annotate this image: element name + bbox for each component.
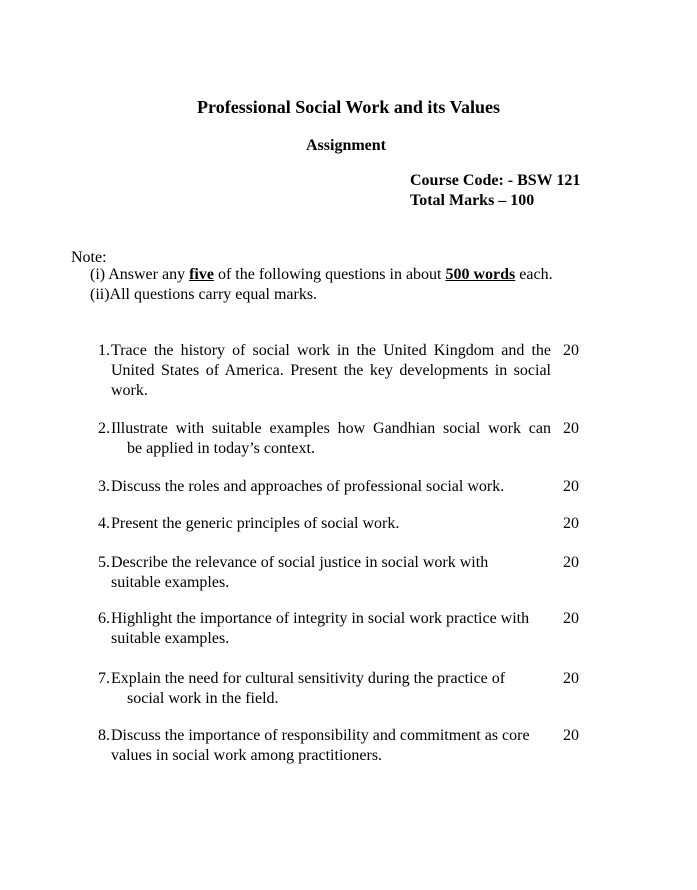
question-line: Highlight the importance of integrity in social work practice with	[111, 610, 530, 627]
note-heading: Note:	[71, 249, 107, 266]
question-number: 1.	[98, 342, 110, 359]
question-text	[111, 419, 551, 459]
question-number: 5.	[98, 554, 110, 571]
question-line: Discuss the roles and approaches of professional social work.	[111, 478, 505, 495]
question-line: Present the generic principles of social work.	[111, 515, 400, 532]
note-line-1	[90, 265, 553, 285]
note-line-2: (ii)All questions carry equal marks.	[90, 286, 318, 303]
question-marks: 20	[563, 478, 579, 495]
document-subtitle: Assignment	[305, 137, 386, 154]
course-code: Course Code: - BSW 121	[410, 172, 581, 189]
question-number: 4.	[98, 515, 110, 532]
question-line: Trace the history of social work in the United Kingdom and the	[111, 342, 551, 359]
total-marks: Total Marks – 100	[410, 192, 535, 209]
note-highlight-five: five	[189, 266, 214, 283]
question-text	[111, 514, 551, 534]
question-line: Illustrate with suitable examples how Gandhian social work can	[111, 420, 551, 437]
question-number: 8.	[98, 727, 110, 744]
question-text	[111, 553, 551, 593]
question-line: United States of America. Present the key developments in social	[111, 362, 551, 379]
note-line-1-suffix: each.	[515, 266, 553, 283]
question-text	[111, 669, 551, 709]
note-highlight-words: 500 words	[445, 266, 516, 283]
question-line: suitable examples.	[111, 630, 230, 647]
document-title: Professional Social Work and its Values	[197, 97, 500, 117]
course-meta	[410, 171, 580, 211]
question-line: be applied in today’s context.	[127, 440, 315, 457]
question-number: 6.	[98, 610, 110, 627]
question-marks: 20	[563, 727, 579, 744]
question-number: 2.	[98, 420, 110, 437]
note-line-1-middle: of the following questions in about	[213, 266, 446, 283]
question-text	[111, 341, 551, 401]
question-marks: 20	[563, 515, 579, 532]
question-line: Explain the need for cultural sensitivity during the practice of	[111, 670, 506, 687]
question-marks: 20	[563, 554, 579, 571]
question-line: suitable examples.	[111, 574, 230, 591]
question-line: values in social work among practitioners.	[111, 747, 383, 764]
note-line-1-prefix: (i) Answer any	[90, 266, 190, 283]
question-marks: 20	[563, 670, 579, 687]
question-marks: 20	[563, 420, 579, 437]
question-line: social work in the field.	[127, 690, 279, 707]
question-number: 7.	[98, 670, 110, 687]
question-text	[111, 477, 551, 497]
question-number: 3.	[98, 478, 110, 495]
question-line: Describe the relevance of social justice in social work with	[111, 554, 489, 571]
question-line: work.	[111, 382, 148, 399]
question-line: Discuss the importance of responsibility and commitment as core	[111, 727, 530, 744]
question-marks: 20	[563, 342, 579, 359]
question-text	[111, 726, 551, 766]
question-text	[111, 609, 551, 649]
question-marks: 20	[563, 610, 579, 627]
